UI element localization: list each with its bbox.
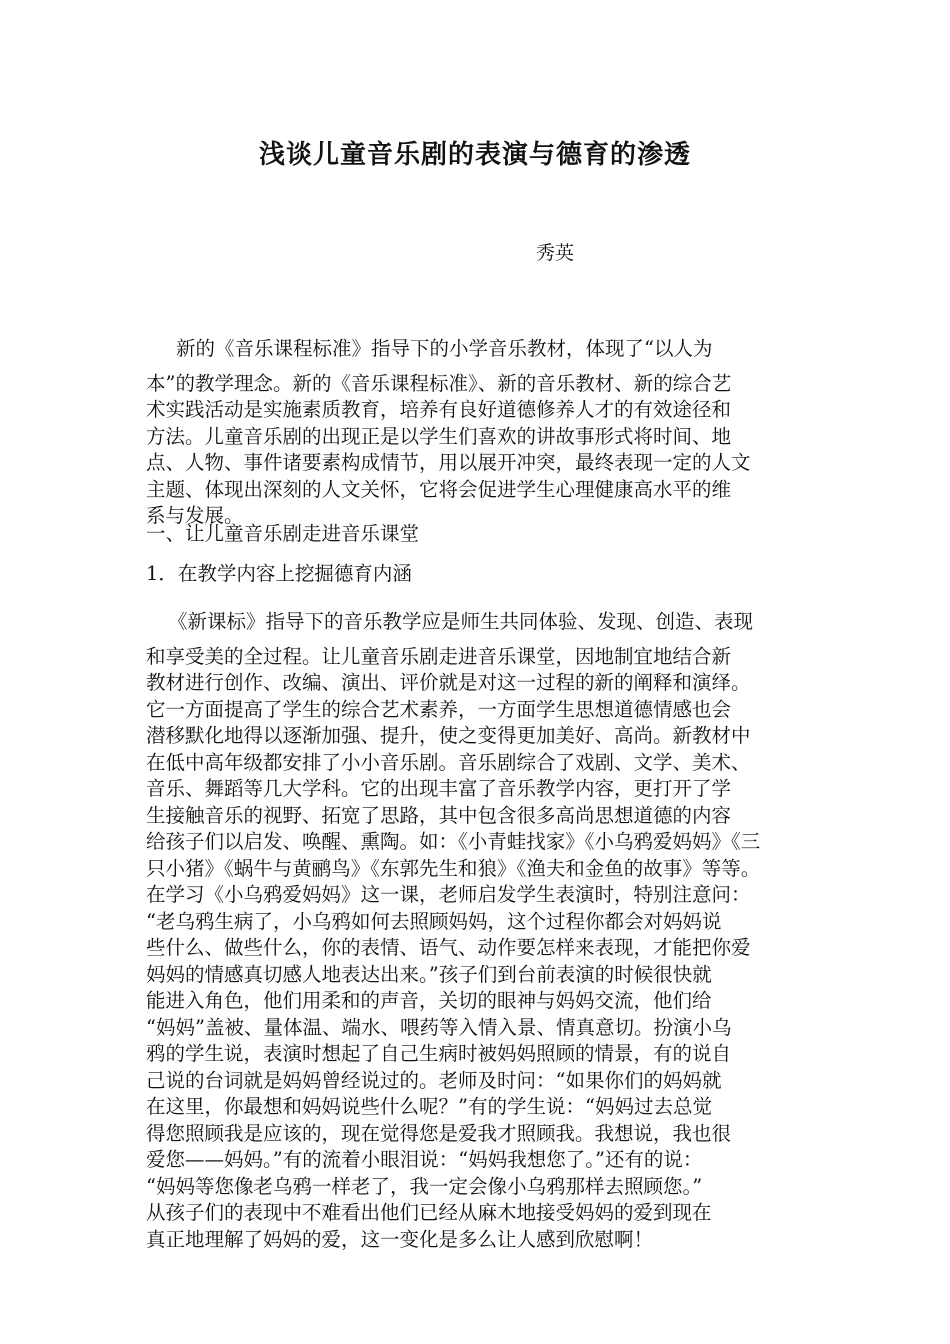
paragraph-line: 在学习《小乌鸦爱妈妈》这一课，老师启发学生表演时，特别注意问：: [146, 883, 751, 906]
document-author: 秀英: [536, 242, 575, 264]
paragraph-line: 从孩子们的表现中不难看出他们已经从麻木地接受妈妈的爱到现在: [146, 1201, 712, 1224]
paragraph-line: 在这里，你最想和妈妈说些什么呢？”有的学生说：“妈妈过去总觉: [146, 1095, 712, 1118]
paragraph-line: 些什么、做些什么，你的表情、语气、动作要怎样来表现，才能把你爱: [146, 936, 751, 959]
paragraph-line: 《新课标》指导下的音乐教学应是师生共同体验、发现、创造、表现: [168, 610, 754, 633]
paragraph-line: 真正地理解了妈妈的爱，这一变化是多么让人感到欣慰啊！: [146, 1227, 654, 1251]
paragraph-line: “老乌鸦生病了，小乌鸦如何去照顾妈妈，这个过程你都会对妈妈说: [146, 909, 722, 933]
section-heading: 一、让儿童音乐剧走进音乐课堂: [146, 522, 420, 545]
paragraph-line: 和享受美的全过程。让儿童音乐剧走进音乐课堂，因地制宜地结合新: [146, 644, 732, 668]
paragraph-line: 生接触音乐的视野、拓宽了思路，其中包含很多高尚思想道德的内容: [146, 803, 732, 827]
paragraph-line: 给孩子们以启发、唤醒、熏陶。如：《小青蛙找家》《小乌鸦爱妈妈》《三: [146, 830, 761, 853]
paragraph-line: 主题、体现出深刻的人文关怀，它将会促进学生心理健康高水平的维: [146, 477, 732, 501]
paragraph-line: 鸦的学生说，表演时想起了自己生病时被妈妈照顾的情景，有的说自: [146, 1042, 732, 1065]
paragraph-line: 教材进行创作、改编、演出、评价就是对这一过程的新的阐释和演绎。: [146, 671, 751, 694]
paragraph-line: 本”的教学理念。新的《音乐课程标准》、新的音乐教材、新的综合艺: [146, 371, 732, 395]
paragraph-line: 潜移默化地得以逐渐加强、提升，使之变得更加美好、高尚。新教材中: [146, 724, 751, 747]
paragraph-line: 妈妈的情感真切感人地表达出来。”孩子们到台前表演的时候很快就: [146, 962, 712, 986]
subsection-heading: 1．在教学内容上挖掘德育内涵: [146, 562, 412, 585]
section-paragraph: [146, 609, 811, 1253]
paragraph-line: “妈妈”盖被、量体温、端水、喂药等入情入景、情真意切。扮演小乌: [146, 1015, 732, 1039]
paragraph-line: 能进入角色，他们用柔和的声音，关切的眼神与妈妈交流，他们给: [146, 989, 712, 1012]
paragraph-line: 系与发展。: [146, 504, 244, 527]
paragraph-line: 它一方面提高了学生的综合艺术素养，一方面学生思想道德情感也会: [146, 697, 732, 721]
paragraph-line: 得您照顾我是应该的，现在觉得您是爱我才照顾我。我想说，我也很: [146, 1121, 732, 1145]
paragraph-line: 点、人物、事件诸要素构成情节，用以展开冲突，最终表现一定的人文: [146, 451, 751, 474]
paragraph-line: 只小猪》《蜗牛与黄鹂鸟》《东郭先生和狼》《渔夫和金鱼的故事》等等。: [146, 856, 761, 880]
paragraph-line: 音乐、舞蹈等几大学科。它的出现丰富了音乐教学内容，更打开了学: [146, 777, 732, 800]
paragraph-line: 己说的台词就是妈妈曾经说过的。老师及时问：“如果你们的妈妈就: [146, 1068, 722, 1092]
paragraph-line: 爱您——妈妈。”有的流着小眼泪说：“妈妈我想您了。”还有的说：: [146, 1148, 703, 1171]
intro-paragraph: [146, 336, 811, 530]
paragraph-line: 在低中高年级都安排了小小音乐剧。音乐剧综合了戏剧、文学、美术、: [146, 750, 751, 774]
paragraph-line: 术实践活动是实施素质教育，培养有良好道德修养人才的有效途径和: [146, 398, 732, 421]
paragraph-line: 新的《音乐课程标准》指导下的小学音乐教材，体现了“以人为: [176, 337, 713, 360]
paragraph-line: “妈妈等您像老乌鸦一样老了，我一定会像小乌鸦那样去照顾您。”: [146, 1174, 703, 1198]
document-title: 浅谈儿童音乐剧的表演与德育的渗透: [258, 140, 691, 170]
paragraph-line: 方法。儿童音乐剧的出现正是以学生们喜欢的讲故事形式将时间、地: [146, 424, 732, 448]
